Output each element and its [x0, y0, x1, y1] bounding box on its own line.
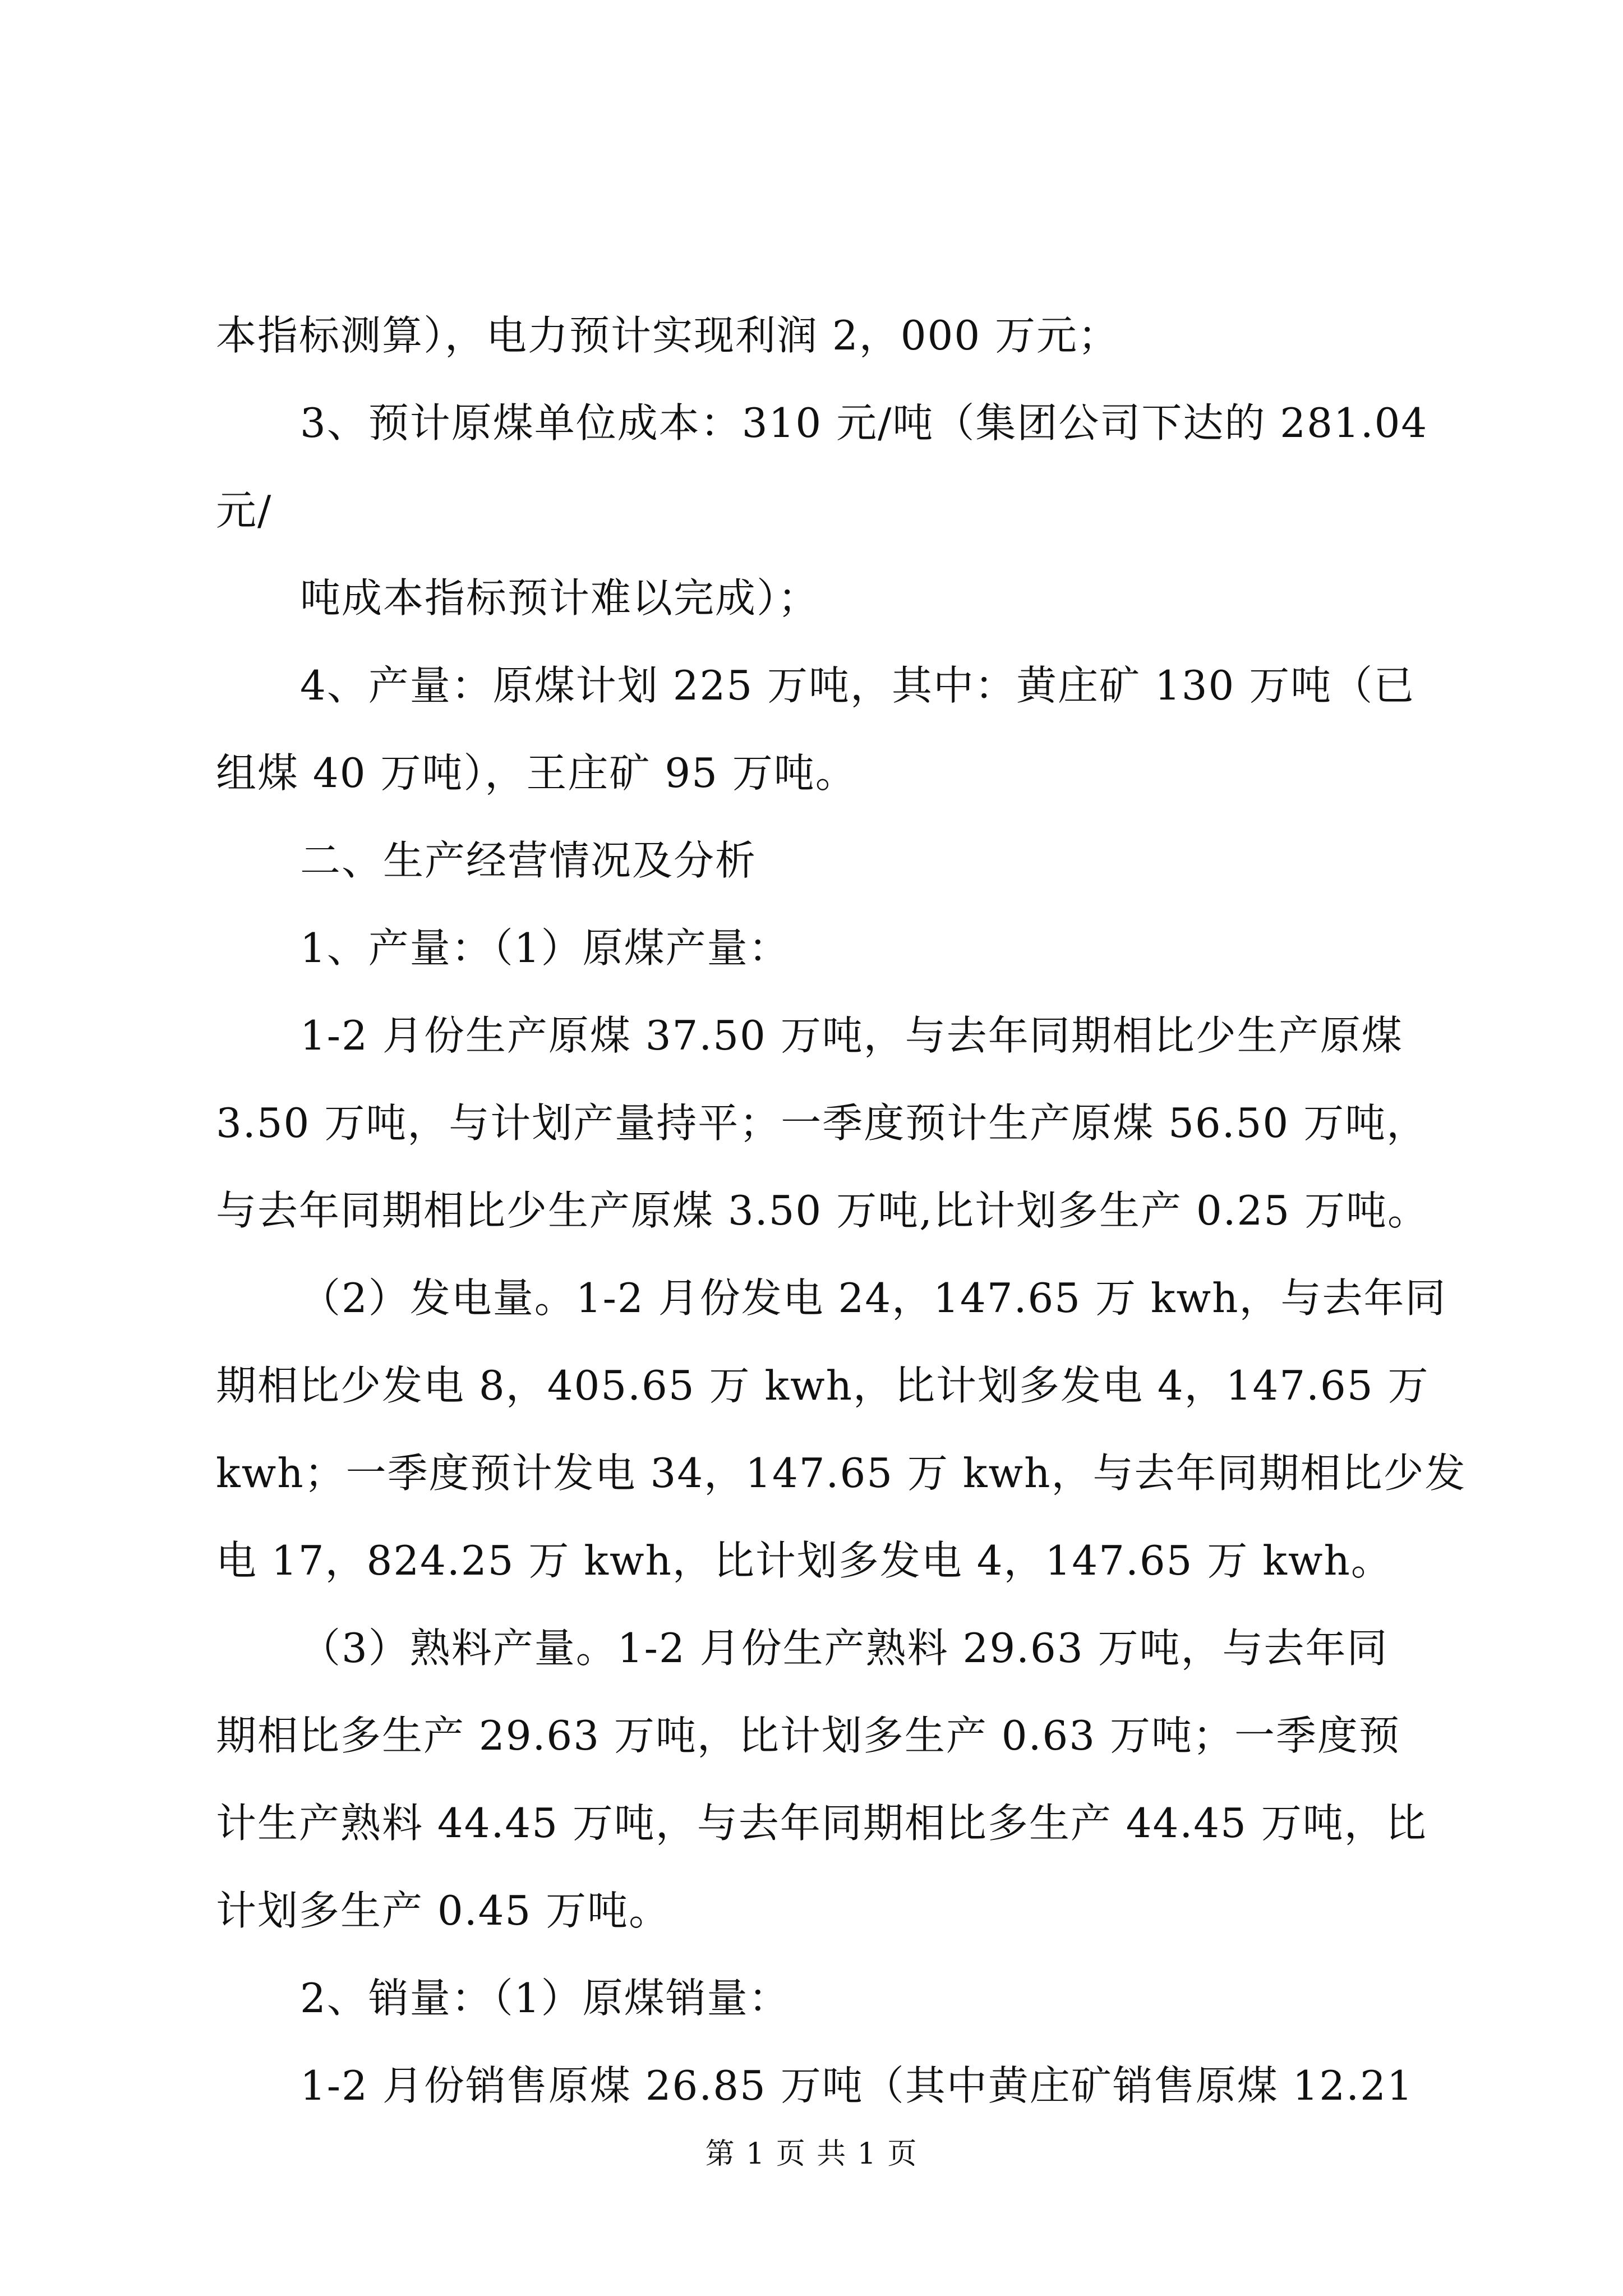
subsection-heading: 1、产量：（1）原煤产量： — [300, 924, 790, 972]
text-line: 电 17，824.25 万 kwh，比计划多发电 4，147.65 万 kwh。 — [216, 1537, 1393, 1584]
text-line: 与去年同期相比少生产原煤 3.50 万吨,比计划多生产 0.25 万吨。 — [216, 1187, 1430, 1234]
text-line: （3）熟料产量。1-2 月份生产熟料 29.63 万吨，与去年同 — [300, 1625, 1389, 1672]
text-line: 4、产量：原煤计划 225 万吨，其中：黄庄矿 130 万吨（已 — [300, 662, 1415, 709]
document-body — [216, 292, 1467, 2129]
text-line: 3.50 万吨，与计划产量持平；一季度预计生产原煤 56.50 万吨， — [216, 1099, 1428, 1147]
text-line: 元/ — [216, 487, 273, 534]
text-line: 计生产熟料 44.45 万吨，与去年同期相比多生产 44.45 万吨，比 — [216, 1800, 1427, 1847]
text-line: 期相比少发电 8，405.65 万 kwh，比计划多发电 4，147.65 万 — [216, 1362, 1430, 1409]
page-footer: 第 1 页 共 1 页 — [705, 2137, 918, 2171]
section-heading: 二、生产经营情况及分析 — [300, 837, 757, 884]
text-line: 1-2 月份销售原煤 26.85 万吨（其中黄庄矿销售原煤 12.21 — [300, 2062, 1414, 2109]
subsection-heading: 2、销量：（1）原煤销量： — [300, 1975, 790, 2022]
text-line: 计划多生产 0.45 万吨。 — [216, 1887, 671, 1934]
text-line: 吨成本指标预计难以完成）； — [300, 574, 820, 622]
text-line: 期相比多生产 29.63 万吨，比计划多生产 0.63 万吨；一季度预 — [216, 1712, 1400, 1759]
text-line: （2）发电量。1-2 月份发电 24，147.65 万 kwh，与去年同 — [300, 1274, 1447, 1322]
text-line: 本指标测算），电力预计实现利润 2，000 万元； — [216, 312, 1120, 359]
text-line: 3、预计原煤单位成本：310 元/吨（集团公司下达的 281.04 — [300, 399, 1428, 447]
text-line: 组煤 40 万吨），王庄矿 95 万吨。 — [216, 749, 857, 797]
text-line: 1-2 月份生产原煤 37.50 万吨，与去年同期相比少生产原煤 — [300, 1012, 1403, 1059]
text-line: kwh；一季度预计发电 34，147.65 万 kwh，与去年同期相比少发 — [216, 1450, 1467, 1497]
